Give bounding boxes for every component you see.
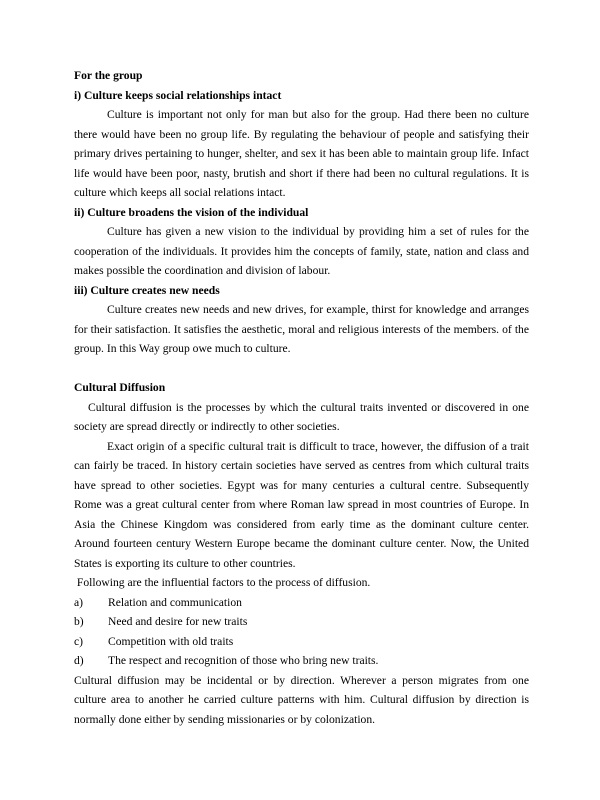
section-title-cultural-diffusion: Cultural Diffusion xyxy=(74,381,166,394)
section-title-for-the-group: For the group xyxy=(74,69,143,82)
list-marker: a) xyxy=(74,595,84,609)
list-item xyxy=(74,612,529,632)
point-paragraph-3: Culture creates new needs and new drives, for example, thirst for knowledge and arranges for their satisfaction. It satisfies the aesthetic, moral and religious interests of the members. of the group. In this Way group owe much to culture. xyxy=(74,303,529,355)
list-item-text: Need and desire for new traits xyxy=(108,615,248,628)
point-paragraph-1: Culture is important not only for man but also for the group. Had there been no culture there would have been no group life. By regulating the behaviour of people and satisfying their primary drives pertaining to hunger, shelter, and sex it has been able to maintain group life. Infact life would have been poor, nasty, brutish and short if there had been no cultural regulations. It is culture which keeps all social relations intact. xyxy=(74,108,529,199)
point-heading-1: i) Culture keeps social relationships intact xyxy=(74,88,282,102)
list-item xyxy=(74,651,529,671)
diffusion-history-paragraph: Exact origin of a specific cultural trait is difficult to trace, however, the diffusion of a trait can fairly be traced. In history certain societies have served as centres from which cultural traits have spread to other societies. Egypt was for many centuries a cultural centre. Subsequently Rome was a great cultural center from where Roman law spread in most countries of Europe. In Asia the Chinese Kingdom was considered from early time as the dominant culture center. Around fourteen century Western Europe became the dominant culture center. Now, the United States is exporting its culture to other countries. xyxy=(74,439,529,570)
list-item-text: Relation and communication xyxy=(108,595,242,609)
point-heading-3: iii) Culture creates new needs xyxy=(74,283,220,297)
diffusion-closing-paragraph: Cultural diffusion may be incidental or by direction. Wherever a person migrates from one culture area to another he carried culture patterns with him. Cultural diffusion by direction is normally done either by sending missionaries or by colonization. xyxy=(74,673,529,726)
list-marker: d) xyxy=(74,654,84,667)
list-item-text: The respect and recognition of those who bring new traits. xyxy=(108,654,379,667)
list-item-text: Competition with old traits xyxy=(108,634,234,648)
list-item xyxy=(74,593,529,613)
section-spacer xyxy=(74,359,529,379)
document-page xyxy=(74,66,529,729)
list-marker: b) xyxy=(74,615,84,628)
point-heading-2: ii) Culture broadens the vision of the individual xyxy=(74,205,309,219)
factors-intro xyxy=(74,573,529,593)
factors-intro-text: Following are the influential factors to the process of diffusion. xyxy=(76,576,371,589)
point-paragraph-2: Culture has given a new vision to the individual by providing him a set of rules for the cooperation of the individuals. It provides him the concepts of family, state, nation and class and makes possible the coordination and division of labour. xyxy=(74,225,529,277)
list-item xyxy=(74,632,529,652)
list-marker: c) xyxy=(74,634,84,648)
factors-list xyxy=(74,593,529,671)
diffusion-definition-paragraph: Cultural diffusion is the processes by which the cultural traits invented or discovered in one society are spread directly or indirectly to other societies. xyxy=(74,400,529,433)
